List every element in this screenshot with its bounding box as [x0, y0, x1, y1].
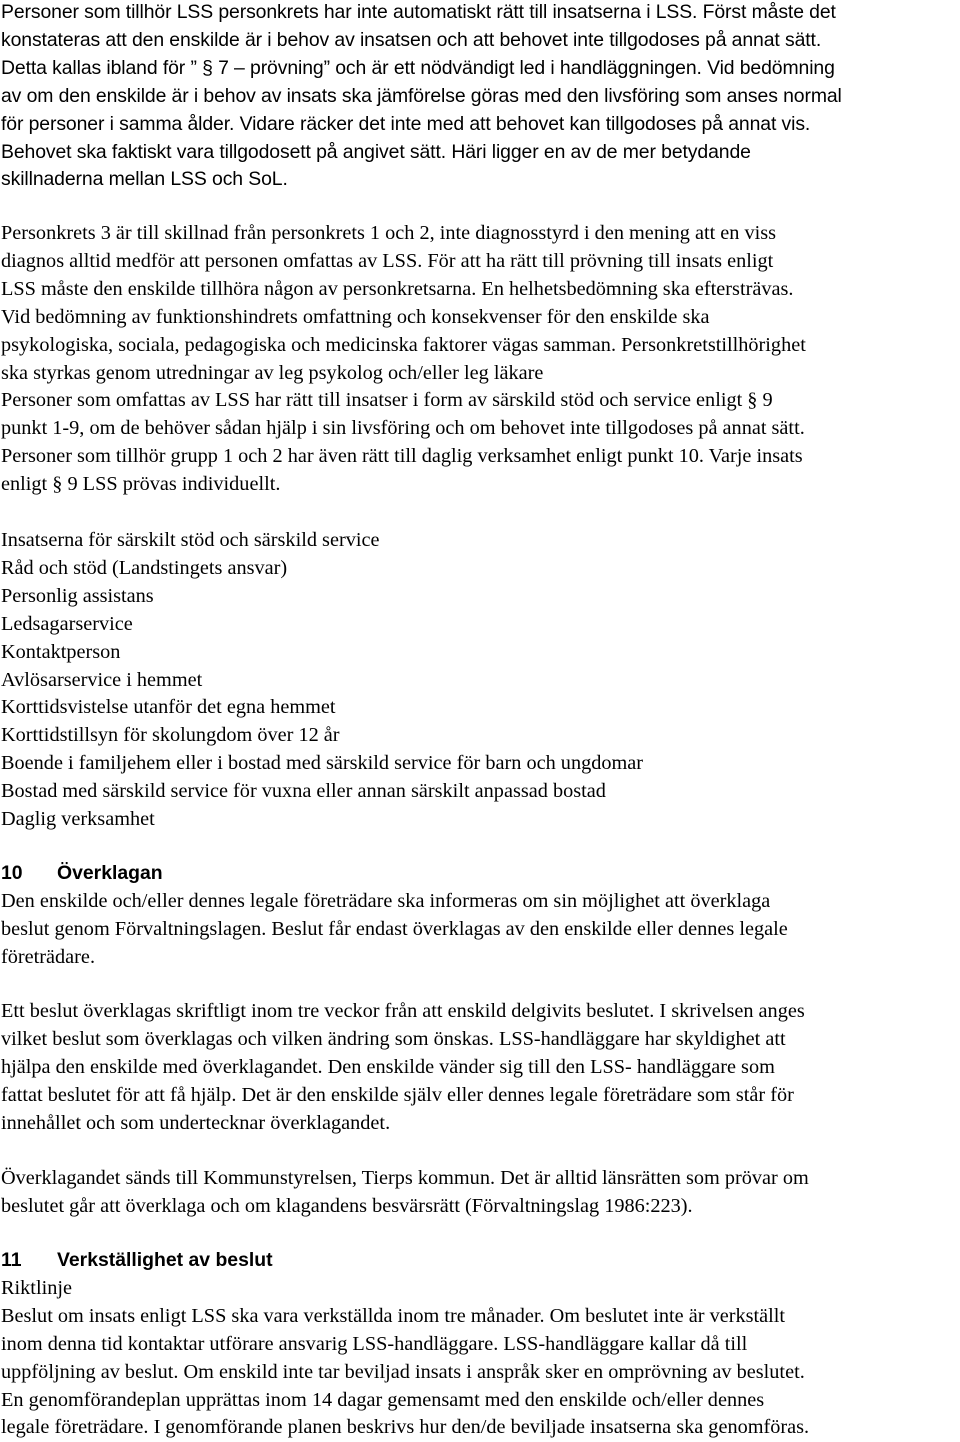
- list-item: Avlösarservice i hemmet: [1, 668, 203, 691]
- list-item: Personlig assistans: [1, 584, 154, 607]
- insatser-list: [1, 527, 959, 834]
- section-title: Överklagan: [57, 862, 163, 884]
- paragraph-överklagan-3: Överklagandet sänds till Kommunstyrelsen, Tierps kommun. Det är alltid länsrätten som prövar om beslutet går att överklaga och om klagandens besvärsrätt (Förvaltningslag 1986:223).: [1, 1167, 809, 1217]
- list-item: Råd och stöd (Landstingets ansvar): [1, 556, 288, 579]
- paragraph-verkställighet: Beslut om insats enligt LSS ska vara verkställda inom tre månader. Om beslutet inte är verkställt inom denna tid kontaktar utförare ansvarig LSS-handläggare. LSS-handläggare kallar då till uppföljning av beslut. Om enskild inte tar beviljad insats i anspråk sker en omprövning av beslutet. En genomförandeplan upprättas inom 14 dagar gemensamt med den enskilde och/eller dennes legale företrädare. I genomförande planen beskrivs hur den/de beviljade insatserna ska genomföras.: [1, 1304, 810, 1439]
- list-item: Ledsagarservice: [1, 612, 133, 635]
- section-number: 10: [1, 862, 23, 884]
- paragraph-överklagan-2: Ett beslut överklagas skriftligt inom tre veckor från att enskild delgivits beslutet. I skrivelsen anges vilket beslut som överklagas och vilken ändring som önskas. LSS-handläggare har skyldighet att hjälpa den enskilde med överklagandet. Den enskilde vänder sig till den LSS- handläggare som fattat beslutet för att få hjälp. Det är den enskilde själv eller dennes legale företrädare som står för innehållet och som undertecknar överklagandet.: [1, 1000, 805, 1134]
- section-number: 11: [1, 1249, 22, 1271]
- section-heading: [1, 1247, 959, 1275]
- paragraph-överklagan-1: Den enskilde och/eller dennes legale företrädare ska informeras om sin möjlighet att överklaga beslut genom Förvaltningslagen. Beslut får endast överklagas av den enskilde eller dennes legale företrädare.: [1, 889, 788, 968]
- section-överklagan: [1, 860, 959, 972]
- list-item: Korttidsvistelse utanför det egna hemmet: [1, 696, 336, 719]
- section-heading: [1, 860, 959, 888]
- section-title: Verkställighet av beslut: [57, 1249, 273, 1271]
- list-item: Korttidstillsyn för skolungdom över 12 år: [1, 724, 340, 747]
- paragraph-lss-prövning: Personer som tillhör LSS personkrets har inte automatiskt rätt till insatserna i LSS. Först måste det konstateras att den enskilde är i behov av insatsen och att behovet inte tillgodoses på annat sätt. Detta kallas ibland för ” § 7 – prövning” och är ett nödvändigt led i handläggningen. Vid bedömning av om den enskilde är i behov av insats ska jämförelse göras med den livsföring som anses normal för personer i samma ålder. Vidare räcker det inte med att behovet kan tillgodoses på annat vis. Behovet ska faktiskt vara tillgodosett på angivet sätt. Häri ligger en av de mer betydande skillnaderna mellan LSS och SoL.: [1, 1, 842, 191]
- paragraph-personkrets-3: Personkrets 3 är till skillnad från personkrets 1 och 2, inte diagnosstyrd i den mening att en viss diagnos alltid medför att personen omfattas av LSS. För att ha rätt till prövning till insats enligt LSS måste den enskilde tillhöra någon av personkretsarna. En helhetsbedömning ska eftersträvas. Vid bedömning av funktionshindrets omfattning och konsekvenser för den enskilde ska psykologiska, sociala, pedagogiska och medicinska faktorer vägas samman. Personkretstillhörighet ska styrkas genom utredningar av leg psykolog och/eller leg läkare Personer som omfattas av LSS har rätt till insatser i form av särskild stöd och service enligt § 9 punkt 1-9, om de behöver sådan hjälp i sin livsföring och om behovet inte tillgodoses på annat sätt. Personer som tillhör grupp 1 och 2 har även rätt till daglig verksamhet enligt punkt 10. Varje insats enligt § 9 LSS prövas individuellt.: [1, 222, 806, 496]
- section-subtitle: Riktlinje: [1, 1276, 72, 1299]
- list-item: Daglig verksamhet: [1, 808, 155, 831]
- list-item: Bostad med särskild service för vuxna eller annan särskilt anpassad bostad: [1, 780, 606, 803]
- list-item: Kontaktperson: [1, 640, 121, 663]
- section-verkställighet: [1, 1247, 959, 1442]
- list-item: Boende i familjehem eller i bostad med särskild service för barn och ungdomar: [1, 752, 644, 775]
- list-item: Insatserna för särskilt stöd och särskild service: [1, 529, 380, 551]
